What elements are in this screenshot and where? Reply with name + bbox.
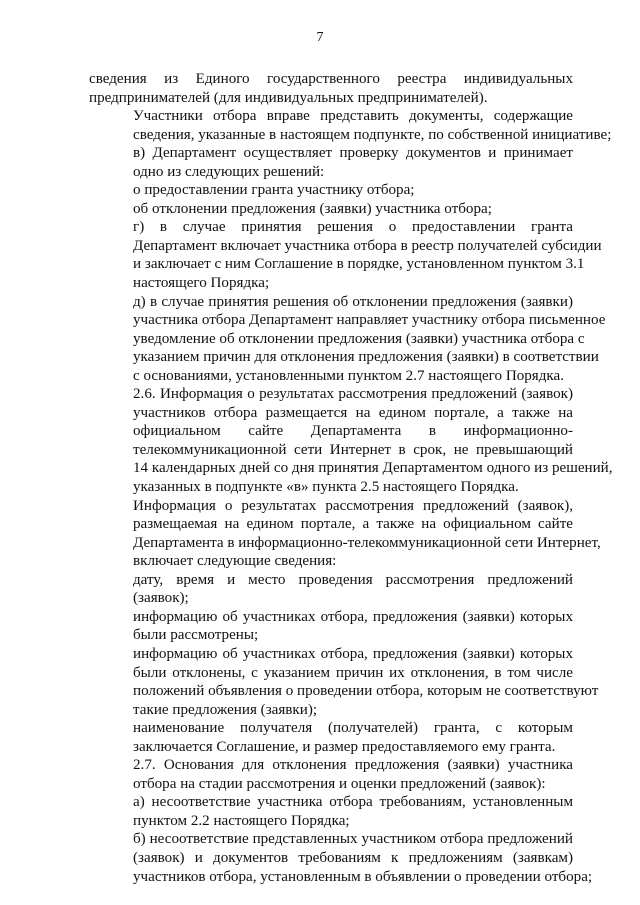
paragraph [89,645,599,719]
text-line: 2.6. Информация о результатах рассмотрения предложений (заявок) [133,386,573,403]
text-line: информацию об участниках отбора, предложения (заявки) которых [133,608,573,625]
text-line: официальном сайте Департамента в информационно- [133,423,573,440]
text-line: об отклонении предложения (заявки) участника отбора; [133,200,492,217]
text-line: участников отбора размещается на едином портале, а также на [133,404,573,421]
text-line: Департамент включает участника отбора в реестр получателей субсидии [133,237,602,254]
paragraph [89,385,613,496]
text-line: сведения из Единого государственного реестра индивидуальных [89,71,573,87]
page-number: 7 [316,30,324,45]
text-line: в) Департамент осуществляет проверку документов и принимает [133,145,573,162]
text-line: участника отбора Департамент направляет участнику отбора письменное [133,312,606,329]
text-line: одно из следующих решений: [133,163,325,180]
text-line: Информация о результатах рассмотрения предложений (заявок), [133,497,573,514]
text-line: 2.7. Основания для отклонения предложения (заявки) участника [133,757,573,774]
text-line: Департамента в информационно-телекоммуникационной сети Интернет, [133,534,601,551]
text-line: заключается Соглашение, и размер предоставляемого ему гранта. [133,738,556,755]
text-line: (заявок) и документов требованиям к предложениям (заявкам) [133,849,573,866]
paragraph [89,218,602,292]
paragraph [89,830,593,886]
paragraph [89,608,573,645]
paragraph [89,571,573,608]
paragraph [89,70,573,107]
text-line: пунктом 2.2 настоящего Порядка; [133,812,350,829]
text-line: сведения, указанные в настоящем подпункте, по собственной инициативе; [133,126,612,143]
text-line: уведомление об отклонении предложения (заявки) участника отбора с [133,330,585,347]
paragraph [89,107,612,144]
paragraph [89,793,573,830]
paragraph [89,200,573,219]
document-body [89,70,613,886]
text-line: указанных в подпункте «в» пункта 2.5 настоящего Порядка. [133,479,519,496]
text-line: размещаемая на едином портале, а также на официальном сайте [133,516,573,533]
paragraph [89,144,573,181]
text-line: положений объявления о проведении отбора, которым не соответствуют [133,683,599,700]
text-line: указанием причин для отклонения предложения (заявки) в соответствии [133,349,599,366]
text-line: д) в случае принятия решения об отклонении предложения (заявки) [133,293,573,310]
text-line: (заявок); [133,590,189,607]
paragraph [89,719,573,756]
text-line: Участники отбора вправе представить документы, содержащие [133,108,573,125]
text-line: включает следующие сведения: [133,553,337,570]
text-line: участников отбора, установленным в объявлении о проведении отбора; [133,868,593,885]
paragraph [89,497,601,571]
text-line: телекоммуникационной сети Интернет в срок, не превышающий [133,441,573,458]
text-line: дату, время и место проведения рассмотрения предложений [133,571,573,588]
text-line: настоящего Порядка; [133,275,270,292]
text-line: б) несоответствие представленных участником отбора предложений [133,831,573,848]
text-line: 14 календарных дней со дня принятия Департаментом одного из решений, [133,460,613,477]
paragraph [89,293,606,386]
text-line: а) несоответствие участника отбора требованиям, установленным [133,794,573,811]
text-line: с основаниями, установленными пунктом 2.7 настоящего Порядка. [133,367,565,384]
text-line: и заключает с ним Соглашение в порядке, установленном пунктом 3.1 [133,256,585,273]
text-line: наименование получателя (получателей) гранта, с которым [133,720,573,737]
text-line: отбора на стадии рассмотрения и оценки предложений (заявок): [133,775,546,792]
text-line: предпринимателей (для индивидуальных предпринимателей). [89,89,488,106]
text-line: были отклонены, с указанием причин их отклонения, в том числе [133,664,573,681]
text-line: о предоставлении гранта участнику отбора; [133,182,415,199]
text-line: информацию об участниках отбора, предложения (заявки) которых [133,645,573,662]
text-line: такие предложения (заявки); [133,701,318,718]
text-line: были рассмотрены; [133,627,259,644]
paragraph [89,756,573,793]
text-line: г) в случае принятия решения о предоставлении гранта [133,219,573,236]
paragraph [89,181,573,200]
